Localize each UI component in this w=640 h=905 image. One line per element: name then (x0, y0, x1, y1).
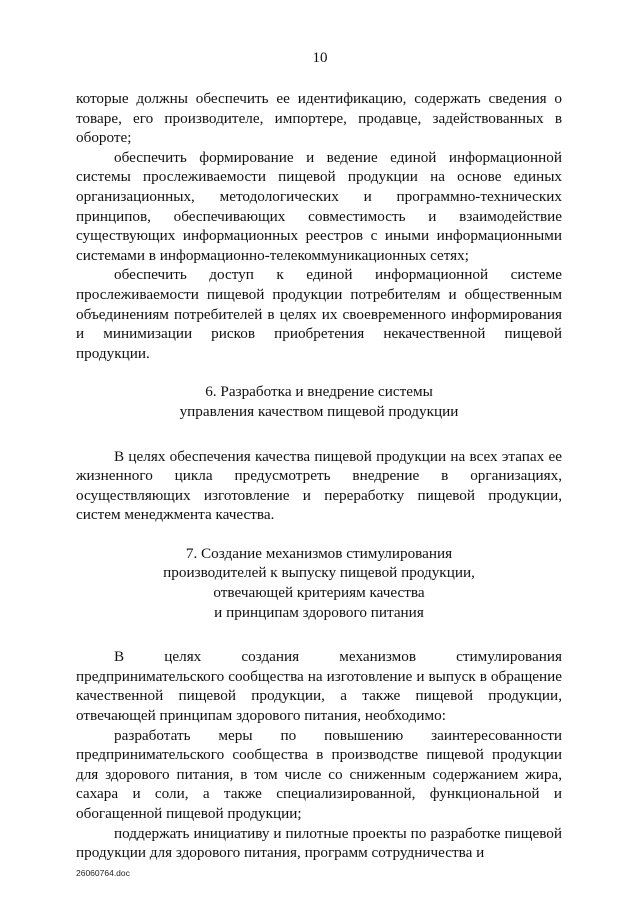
section-6-heading-line2: управления качеством пищевой продукции (179, 402, 459, 420)
section-6-heading-line1: 6. Разработка и внедрение системы (205, 383, 433, 401)
footer-filename: 26060764.doc (76, 868, 130, 878)
paragraph-continuation: которые должны обеспечить ее идентификацию, содержать сведения о товаре, его производителе, импортере, продавце, задействованных в обороте; (76, 90, 562, 147)
section-7-heading-line3: отвечающей критериям качества (213, 584, 425, 602)
section-7-heading-line4: и принципам здорового питания (214, 603, 424, 621)
paragraph-develop-measures: разработать меры по повышению заинтересованности предпринимательского сообщества в производстве пищевой продукции для здорового питания, в том числе со сниженным содержанием жира, сахара и соли, а также специализированной, функциональной и обогащенной пищевой продукции; (76, 726, 562, 822)
paragraph-support-initiative: поддержать инициативу и пилотные проекты по разработке пищевой продукции для здорового питания, программ сотрудничества и (76, 824, 562, 862)
paragraph-access: обеспечить доступ к единой информационной системе прослеживаемости пищевой продукции потребителям и общественным объединениям потребителей в целях их своевременного информирования и минимизации рисков приобретения некачественной пищевой продукции. (76, 266, 562, 362)
section-7-heading-line2: производителей к выпуску пищевой продукции, (163, 564, 475, 582)
paragraph-quality-management: В целях обеспечения качества пищевой продукции на всех этапах ее жизненного цикла предусмотреть внедрение в организациях, осуществляющих изготовление и переработку пищевой продукции, систем менеджмента качества. (76, 447, 562, 524)
paragraph-stimulation: В целях создания механизмов стимулирования предпринимательского сообщества на изготовление и выпуск в обращение качественной пищевой продукции, а также пищевой продукции, отвечающей принципам здорового питания, необходимо: (76, 648, 562, 725)
document-body (76, 89, 562, 863)
paragraph-information-system: обеспечить формирование и ведение единой информационной системы прослеживаемости пищевой продукции на основе единых организационных, методологических и программно-технических принципов, обеспечивающих совместимость и взаимодействие существующих информационных реестров с иными информационными системами в информационно-телекоммуникационных сетях; (76, 148, 562, 264)
page-number: 10 (312, 50, 328, 66)
section-7-heading-line1: 7. Создание механизмов стимулирования (185, 544, 453, 562)
